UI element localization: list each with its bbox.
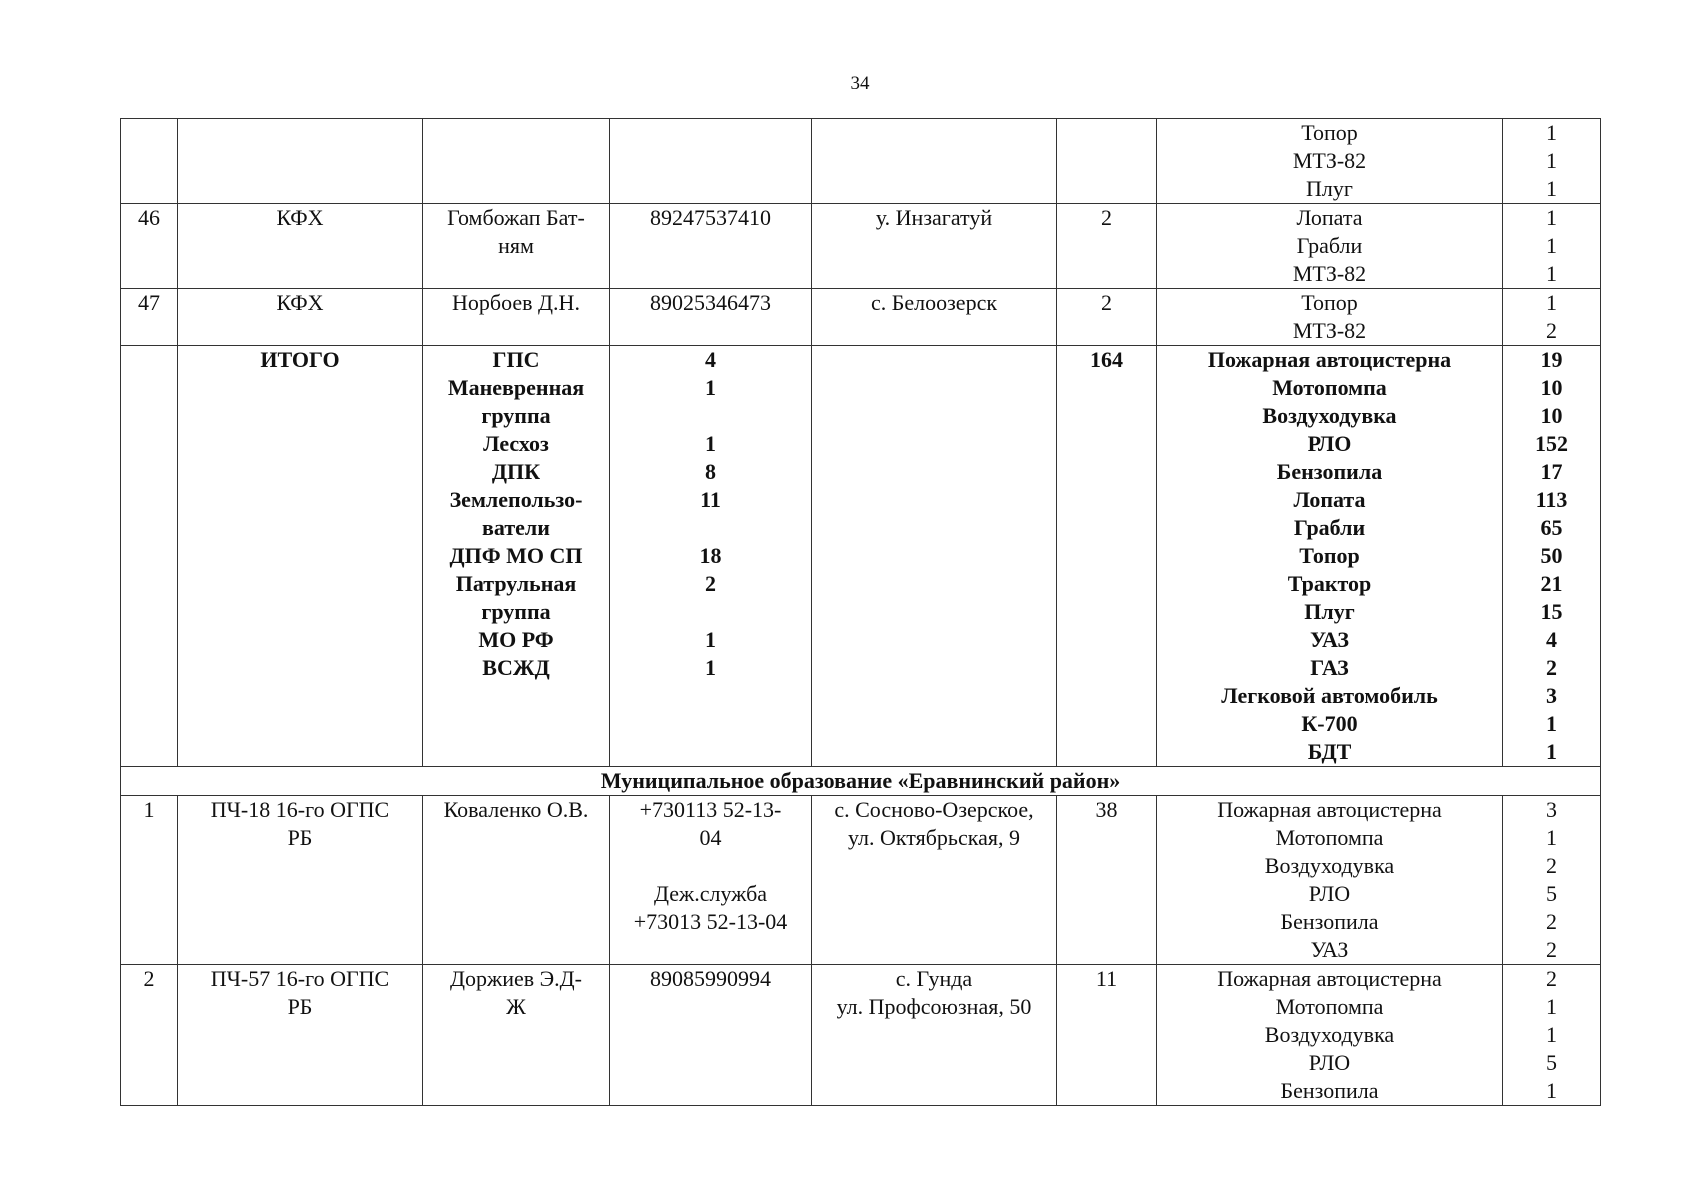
head-cell: [423, 204, 610, 289]
total-group-counts-cell-line: 18: [699, 543, 722, 568]
total-group-counts-cell-line: 1: [705, 431, 716, 456]
total-group-counts-cell: [610, 346, 812, 767]
quantity-cell-line: 5: [1546, 1050, 1557, 1075]
total-groups-cell-line: Маневренная: [447, 375, 585, 400]
section-title: Муниципальное образование «Еравнинский район»: [121, 767, 1601, 796]
total-quantity-cell-line: 3: [1546, 683, 1557, 708]
phone-cell-line: +730113 52-13-: [639, 797, 782, 822]
total-groups-cell-line: ватели: [482, 515, 550, 540]
address-cell: [812, 796, 1057, 965]
resources-table: [120, 118, 1601, 1106]
address-cell: [812, 204, 1057, 289]
quantity-cell-line: 1: [1546, 176, 1557, 201]
total-quantity-cell: [1503, 346, 1601, 767]
people-cell: 2: [1057, 289, 1157, 346]
equipment-cell: [1157, 289, 1503, 346]
table-row: [121, 965, 1601, 1106]
phone-cell-line: +73013 52-13-04: [633, 909, 788, 934]
quantity-cell: [1503, 796, 1601, 965]
total-equipment-cell-line: Топор: [1299, 543, 1360, 568]
equipment-cell-line: Пожарная автоцистерна: [1217, 797, 1442, 822]
num-cell: [121, 346, 178, 767]
total-label-cell: ИТОГО: [178, 346, 423, 767]
quantity-cell-line: 2: [1546, 909, 1557, 934]
total-groups-cell-line: группа: [481, 599, 551, 624]
total-group-counts-cell-line: 4: [705, 347, 716, 372]
quantity-cell-line: 2: [1546, 318, 1557, 343]
quantity-cell-line: 1: [1546, 994, 1557, 1019]
org-cell-line: КФХ: [276, 205, 324, 230]
quantity-cell-line: 1: [1546, 290, 1557, 315]
phone-cell-line: Деж.служба: [653, 881, 768, 906]
equipment-cell-line: МТЗ-82: [1292, 261, 1367, 286]
total-quantity-cell-line: 1: [1546, 711, 1557, 736]
head-cell-line: Доржиев Э.Д-: [450, 966, 582, 991]
total-quantity-cell-line: 10: [1540, 403, 1563, 428]
num-cell: [121, 119, 178, 204]
equipment-cell-line: Грабли: [1296, 233, 1363, 258]
equipment-cell-line: МТЗ-82: [1292, 148, 1367, 173]
total-quantity-cell-line: 10: [1540, 375, 1563, 400]
quantity-cell-line: 1: [1546, 120, 1557, 145]
quantity-cell: [1503, 289, 1601, 346]
table-row: [121, 796, 1601, 965]
quantity-cell-line: 2: [1546, 853, 1557, 878]
address-cell: [812, 965, 1057, 1106]
total-groups-cell-line: ДПФ МО СП: [449, 543, 583, 568]
num-cell: 1: [121, 796, 178, 965]
people-cell: [1057, 119, 1157, 204]
total-group-counts-cell-line: 1: [705, 627, 716, 652]
section-row: [121, 767, 1601, 796]
head-cell-line: Норбоев Д.Н.: [452, 290, 580, 315]
total-quantity-cell-line: 1: [1546, 739, 1557, 764]
total-quantity-cell-line: 17: [1540, 459, 1563, 484]
total-quantity-cell-line: 21: [1540, 571, 1563, 596]
equipment-cell: [1157, 965, 1503, 1106]
phone-cell: [610, 796, 812, 965]
total-equipment-cell-line: РЛО: [1307, 431, 1352, 456]
address-cell-line: ул. Профсоюзная, 50: [836, 994, 1032, 1019]
total-group-counts-cell-line: 1: [705, 375, 716, 400]
total-groups-cell-line: Лесхоз: [483, 431, 549, 456]
people-cell: 11: [1057, 965, 1157, 1106]
total-equipment-cell-line: ГАЗ: [1310, 655, 1349, 680]
total-equipment-cell-line: Бензопила: [1276, 459, 1383, 484]
quantity-cell-line: 2: [1546, 966, 1557, 991]
phone-cell-line: 89247537410: [650, 205, 771, 230]
head-cell-line: Гомбожап Бат-: [447, 205, 585, 230]
equipment-cell: [1157, 796, 1503, 965]
total-equipment-cell: [1157, 346, 1503, 767]
equipment-cell-line: Мотопомпа: [1275, 994, 1384, 1019]
address-cell-line: у. Инзагатуй: [875, 205, 993, 230]
total-quantity-cell-line: 15: [1540, 599, 1563, 624]
total-group-counts-cell-line: 11: [700, 487, 721, 512]
address-cell: [812, 289, 1057, 346]
total-groups-cell-line: МО РФ: [478, 627, 554, 652]
org-cell-line: ПЧ-57 16-го ОГПС: [210, 966, 390, 991]
equipment-cell-line: Мотопомпа: [1275, 825, 1384, 850]
org-cell-line: ПЧ-18 16-го ОГПС: [210, 797, 390, 822]
head-cell: [423, 796, 610, 965]
address-cell-line: с. Гунда: [895, 966, 973, 991]
equipment-cell-line: УАЗ: [1310, 937, 1349, 962]
address-cell-line: ул. Октябрьская, 9: [848, 825, 1020, 850]
equipment-cell: [1157, 119, 1503, 204]
phone-cell: [610, 204, 812, 289]
total-equipment-cell-line: К-700: [1301, 711, 1358, 736]
total-groups-cell-line: группа: [481, 403, 551, 428]
quantity-cell-line: 1: [1546, 1078, 1557, 1103]
head-cell-line: ням: [498, 233, 534, 258]
total-quantity-cell-line: 19: [1540, 347, 1563, 372]
equipment-cell-line: Плуг: [1306, 176, 1353, 201]
total-quantity-cell-line: 2: [1546, 655, 1557, 680]
total-groups-cell: [423, 346, 610, 767]
phone-cell-line: 89025346473: [650, 290, 771, 315]
total-people-cell: 164: [1057, 346, 1157, 767]
total-group-counts-cell-line: 8: [705, 459, 716, 484]
org-cell: [178, 204, 423, 289]
quantity-cell-line: 1: [1546, 233, 1557, 258]
total-group-counts-cell-line: 2: [705, 571, 716, 596]
total-equipment-cell-line: Грабли: [1293, 515, 1366, 540]
equipment-cell-line: Топор: [1301, 290, 1358, 315]
table-row: [121, 204, 1601, 289]
total-groups-cell-line: ДПК: [491, 459, 541, 484]
total-equipment-cell-line: Лопата: [1293, 487, 1366, 512]
quantity-cell-line: 1: [1546, 825, 1557, 850]
quantity-cell: [1503, 119, 1601, 204]
address-cell-line: с. Белоозерск: [870, 290, 998, 315]
phone-cell: [610, 119, 812, 204]
equipment-cell-line: Воздуходувка: [1264, 1022, 1395, 1047]
table-body: [121, 119, 1601, 1106]
equipment-cell-line: Бензопила: [1280, 909, 1379, 934]
org-cell: [178, 965, 423, 1106]
total-groups-cell-line: Патрульная: [455, 571, 577, 596]
phone-cell-line: 04: [699, 825, 722, 850]
head-cell: [423, 965, 610, 1106]
total-groups-cell-line: Землепользо-: [449, 487, 583, 512]
quantity-cell-line: 1: [1546, 148, 1557, 173]
page-number: 34: [850, 73, 870, 94]
total-equipment-cell-line: БДТ: [1307, 739, 1352, 764]
num-cell: 46: [121, 204, 178, 289]
head-cell-line: Ж: [506, 994, 526, 1019]
table-row: [121, 289, 1601, 346]
total-row: [121, 346, 1601, 767]
people-cell: 2: [1057, 204, 1157, 289]
total-equipment-cell-line: Плуг: [1304, 599, 1355, 624]
phone-cell: [610, 289, 812, 346]
total-groups-cell-line: ГПС: [492, 347, 540, 372]
equipment-cell-line: МТЗ-82: [1292, 318, 1367, 343]
total-equipment-cell-line: Мотопомпа: [1272, 375, 1387, 400]
org-cell: [178, 119, 423, 204]
equipment-cell-line: Бензопила: [1280, 1078, 1379, 1103]
quantity-cell-line: 1: [1546, 1022, 1557, 1047]
address-cell: [812, 346, 1057, 767]
quantity-cell: [1503, 204, 1601, 289]
quantity-cell-line: 1: [1546, 261, 1557, 286]
org-cell-line: РБ: [287, 994, 313, 1019]
quantity-cell: [1503, 965, 1601, 1106]
total-equipment-cell-line: Трактор: [1287, 571, 1372, 596]
total-quantity-cell-line: 65: [1540, 515, 1563, 540]
equipment-cell-line: РЛО: [1308, 881, 1351, 906]
phone-cell-line: [616, 852, 805, 880]
head-cell: [423, 119, 610, 204]
address-cell-line: с. Сосново-Озерское,: [834, 797, 1034, 822]
equipment-cell-line: Лопата: [1296, 205, 1363, 230]
total-quantity-cell-line: 4: [1546, 627, 1557, 652]
total-equipment-cell-line: Пожарная автоцистерна: [1207, 347, 1452, 372]
equipment-cell-line: Пожарная автоцистерна: [1217, 966, 1442, 991]
table-row: [121, 119, 1601, 204]
total-equipment-cell-line: Легковой автомобиль: [1221, 683, 1438, 708]
total-group-counts-cell-line: 1: [705, 655, 716, 680]
org-cell-line: РБ: [287, 825, 313, 850]
head-cell-line: Коваленко О.В.: [443, 797, 589, 822]
quantity-cell-line: 1: [1546, 205, 1557, 230]
head-cell: [423, 289, 610, 346]
phone-cell: [610, 965, 812, 1106]
num-cell: 2: [121, 965, 178, 1106]
total-quantity-cell-line: 113: [1535, 487, 1568, 512]
equipment-cell: [1157, 204, 1503, 289]
equipment-cell-line: Воздуходувка: [1264, 853, 1395, 878]
org-cell: [178, 796, 423, 965]
phone-cell-line: 89085990994: [650, 966, 771, 991]
equipment-cell-line: Топор: [1301, 120, 1358, 145]
total-quantity-cell-line: 50: [1540, 543, 1563, 568]
total-equipment-cell-line: Воздуходувка: [1262, 403, 1397, 428]
total-group-counts-cell-line: [616, 598, 805, 626]
equipment-cell-line: РЛО: [1308, 1050, 1351, 1075]
num-cell: 47: [121, 289, 178, 346]
quantity-cell-line: 2: [1546, 937, 1557, 962]
address-cell: [812, 119, 1057, 204]
org-cell-line: КФХ: [276, 290, 324, 315]
total-groups-cell-line: ВСЖД: [482, 655, 550, 680]
quantity-cell-line: 3: [1546, 797, 1557, 822]
total-group-counts-cell-line: [616, 402, 805, 430]
total-group-counts-cell-line: [616, 514, 805, 542]
total-equipment-cell-line: УАЗ: [1310, 627, 1349, 652]
org-cell: [178, 289, 423, 346]
quantity-cell-line: 5: [1546, 881, 1557, 906]
people-cell: 38: [1057, 796, 1157, 965]
total-quantity-cell-line: 152: [1535, 431, 1568, 456]
